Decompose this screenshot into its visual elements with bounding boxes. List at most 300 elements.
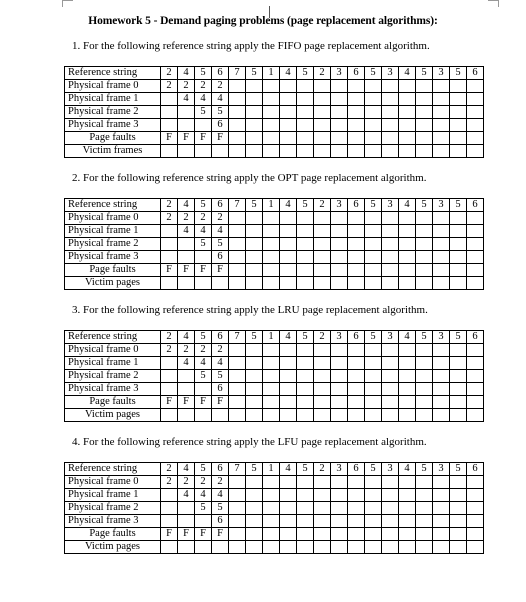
grid-cell[interactable] xyxy=(365,238,382,251)
grid-cell[interactable] xyxy=(297,515,314,528)
grid-cell[interactable] xyxy=(433,145,450,158)
grid-cell[interactable]: 5 xyxy=(195,199,212,212)
grid-cell[interactable] xyxy=(399,383,416,396)
grid-cell[interactable] xyxy=(382,357,399,370)
grid-cell[interactable]: F xyxy=(178,528,195,541)
grid-cell[interactable] xyxy=(450,93,467,106)
grid-cell[interactable] xyxy=(297,251,314,264)
grid-cell[interactable] xyxy=(467,106,484,119)
grid-cell[interactable] xyxy=(229,106,246,119)
grid-cell[interactable] xyxy=(297,370,314,383)
grid-cell[interactable] xyxy=(433,515,450,528)
grid-cell[interactable] xyxy=(348,80,365,93)
grid-cell[interactable] xyxy=(467,476,484,489)
grid-cell[interactable] xyxy=(161,225,178,238)
grid-cell[interactable] xyxy=(263,528,280,541)
grid-cell[interactable] xyxy=(433,106,450,119)
grid-cell[interactable] xyxy=(467,277,484,290)
grid-cell[interactable] xyxy=(314,251,331,264)
grid-cell[interactable] xyxy=(450,528,467,541)
grid-cell[interactable] xyxy=(246,357,263,370)
grid-cell[interactable] xyxy=(246,515,263,528)
grid-cell[interactable] xyxy=(433,80,450,93)
grid-cell[interactable] xyxy=(433,277,450,290)
grid-cell[interactable] xyxy=(450,238,467,251)
grid-cell[interactable] xyxy=(365,93,382,106)
grid-cell[interactable] xyxy=(416,409,433,422)
grid-cell[interactable] xyxy=(314,80,331,93)
grid-cell[interactable] xyxy=(246,476,263,489)
grid-cell[interactable] xyxy=(280,238,297,251)
grid-cell[interactable] xyxy=(348,106,365,119)
grid-cell[interactable] xyxy=(467,212,484,225)
grid-cell[interactable]: 2 xyxy=(195,80,212,93)
grid-cell[interactable] xyxy=(229,277,246,290)
grid-cell[interactable] xyxy=(263,277,280,290)
grid-cell[interactable] xyxy=(314,383,331,396)
grid-cell[interactable] xyxy=(246,383,263,396)
grid-cell[interactable]: 5 xyxy=(195,331,212,344)
grid-cell[interactable] xyxy=(348,277,365,290)
grid-cell[interactable] xyxy=(331,515,348,528)
grid-cell[interactable] xyxy=(416,106,433,119)
grid-cell[interactable] xyxy=(314,476,331,489)
grid-cell[interactable] xyxy=(348,409,365,422)
grid-cell[interactable]: 1 xyxy=(263,67,280,80)
grid-cell[interactable] xyxy=(314,528,331,541)
grid-cell[interactable] xyxy=(399,132,416,145)
grid-cell[interactable] xyxy=(348,344,365,357)
grid-cell[interactable] xyxy=(246,106,263,119)
grid-cell[interactable] xyxy=(365,370,382,383)
grid-cell[interactable] xyxy=(365,119,382,132)
grid-cell[interactable] xyxy=(246,489,263,502)
grid-cell[interactable]: F xyxy=(212,528,229,541)
grid-cell[interactable] xyxy=(365,344,382,357)
grid-cell[interactable] xyxy=(382,212,399,225)
grid-cell[interactable] xyxy=(348,489,365,502)
grid-cell[interactable]: 2 xyxy=(314,463,331,476)
grid-cell[interactable] xyxy=(263,106,280,119)
grid-cell[interactable] xyxy=(297,212,314,225)
grid-cell[interactable]: 7 xyxy=(229,331,246,344)
grid-cell[interactable] xyxy=(433,225,450,238)
grid-cell[interactable] xyxy=(229,476,246,489)
grid-cell[interactable] xyxy=(246,528,263,541)
grid-cell[interactable] xyxy=(280,476,297,489)
grid-cell[interactable]: 2 xyxy=(212,476,229,489)
grid-cell[interactable]: 3 xyxy=(433,331,450,344)
grid-cell[interactable] xyxy=(416,238,433,251)
grid-cell[interactable]: 3 xyxy=(331,199,348,212)
grid-cell[interactable] xyxy=(263,383,280,396)
grid-cell[interactable] xyxy=(161,277,178,290)
grid-cell[interactable]: 4 xyxy=(399,67,416,80)
grid-cell[interactable] xyxy=(161,515,178,528)
grid-cell[interactable]: 7 xyxy=(229,463,246,476)
grid-cell[interactable] xyxy=(331,396,348,409)
grid-cell[interactable] xyxy=(246,212,263,225)
grid-cell[interactable]: 7 xyxy=(229,199,246,212)
grid-cell[interactable]: 2 xyxy=(212,212,229,225)
grid-cell[interactable] xyxy=(450,383,467,396)
grid-cell[interactable]: 6 xyxy=(212,463,229,476)
grid-cell[interactable] xyxy=(178,409,195,422)
grid-cell[interactable]: 5 xyxy=(246,199,263,212)
grid-cell[interactable] xyxy=(195,409,212,422)
grid-cell[interactable] xyxy=(365,264,382,277)
grid-cell[interactable]: 6 xyxy=(467,331,484,344)
grid-cell[interactable]: 5 xyxy=(195,67,212,80)
grid-cell[interactable] xyxy=(229,541,246,554)
grid-cell[interactable] xyxy=(365,541,382,554)
grid-cell[interactable] xyxy=(263,396,280,409)
grid-cell[interactable] xyxy=(399,370,416,383)
grid-cell[interactable] xyxy=(314,409,331,422)
grid-cell[interactable]: 3 xyxy=(331,331,348,344)
grid-cell[interactable]: 3 xyxy=(331,67,348,80)
grid-cell[interactable] xyxy=(365,396,382,409)
grid-cell[interactable] xyxy=(161,489,178,502)
grid-cell[interactable]: 2 xyxy=(161,344,178,357)
grid-cell[interactable] xyxy=(416,344,433,357)
grid-cell[interactable] xyxy=(263,515,280,528)
grid-cell[interactable] xyxy=(382,132,399,145)
grid-cell[interactable] xyxy=(178,238,195,251)
grid-cell[interactable] xyxy=(467,528,484,541)
grid-cell[interactable] xyxy=(331,264,348,277)
grid-cell[interactable]: 5 xyxy=(416,199,433,212)
grid-cell[interactable] xyxy=(365,515,382,528)
grid-cell[interactable] xyxy=(297,489,314,502)
grid-cell[interactable] xyxy=(416,93,433,106)
grid-cell[interactable] xyxy=(331,476,348,489)
grid-cell[interactable]: 4 xyxy=(280,199,297,212)
grid-cell[interactable] xyxy=(416,528,433,541)
grid-cell[interactable] xyxy=(399,80,416,93)
grid-cell[interactable] xyxy=(280,145,297,158)
grid-cell[interactable] xyxy=(314,357,331,370)
grid-cell[interactable] xyxy=(161,370,178,383)
grid-cell[interactable]: 5 xyxy=(416,331,433,344)
grid-cell[interactable] xyxy=(246,119,263,132)
grid-cell[interactable] xyxy=(229,145,246,158)
grid-cell[interactable]: 6 xyxy=(467,199,484,212)
grid-cell[interactable]: 5 xyxy=(450,331,467,344)
grid-cell[interactable] xyxy=(280,383,297,396)
grid-cell[interactable] xyxy=(178,145,195,158)
grid-cell[interactable]: 5 xyxy=(195,370,212,383)
grid-cell[interactable]: F xyxy=(178,264,195,277)
grid-cell[interactable]: 4 xyxy=(280,463,297,476)
grid-cell[interactable] xyxy=(433,409,450,422)
grid-cell[interactable] xyxy=(229,251,246,264)
grid-cell[interactable] xyxy=(229,132,246,145)
grid-cell[interactable]: 4 xyxy=(212,489,229,502)
grid-cell[interactable]: 2 xyxy=(178,80,195,93)
grid-cell[interactable] xyxy=(416,370,433,383)
grid-cell[interactable]: 5 xyxy=(365,331,382,344)
grid-cell[interactable] xyxy=(297,238,314,251)
grid-cell[interactable] xyxy=(195,119,212,132)
grid-cell[interactable]: 2 xyxy=(178,212,195,225)
grid-cell[interactable]: 6 xyxy=(212,251,229,264)
grid-cell[interactable] xyxy=(467,489,484,502)
grid-cell[interactable] xyxy=(331,383,348,396)
grid-cell[interactable] xyxy=(450,541,467,554)
grid-cell[interactable] xyxy=(161,383,178,396)
grid-cell[interactable] xyxy=(263,409,280,422)
grid-cell[interactable] xyxy=(382,370,399,383)
grid-cell[interactable]: 4 xyxy=(399,463,416,476)
grid-cell[interactable] xyxy=(450,396,467,409)
grid-cell[interactable]: 5 xyxy=(195,463,212,476)
grid-cell[interactable] xyxy=(195,541,212,554)
grid-cell[interactable] xyxy=(229,264,246,277)
grid-cell[interactable]: 5 xyxy=(212,502,229,515)
grid-cell[interactable] xyxy=(229,383,246,396)
grid-cell[interactable] xyxy=(246,264,263,277)
grid-cell[interactable]: 5 xyxy=(416,67,433,80)
grid-cell[interactable] xyxy=(450,502,467,515)
grid-cell[interactable] xyxy=(314,132,331,145)
grid-cell[interactable]: 6 xyxy=(348,463,365,476)
grid-cell[interactable] xyxy=(365,502,382,515)
grid-cell[interactable] xyxy=(246,396,263,409)
grid-cell[interactable] xyxy=(280,344,297,357)
grid-cell[interactable] xyxy=(467,145,484,158)
grid-cell[interactable] xyxy=(433,119,450,132)
grid-cell[interactable]: 3 xyxy=(433,463,450,476)
grid-cell[interactable]: 5 xyxy=(416,463,433,476)
grid-cell[interactable]: 4 xyxy=(195,225,212,238)
grid-cell[interactable]: 7 xyxy=(229,67,246,80)
grid-cell[interactable]: 4 xyxy=(195,93,212,106)
grid-cell[interactable] xyxy=(314,489,331,502)
grid-cell[interactable] xyxy=(212,541,229,554)
grid-cell[interactable] xyxy=(348,396,365,409)
grid-cell[interactable] xyxy=(161,93,178,106)
grid-cell[interactable] xyxy=(365,476,382,489)
grid-cell[interactable] xyxy=(450,277,467,290)
grid-cell[interactable] xyxy=(331,357,348,370)
grid-cell[interactable] xyxy=(314,370,331,383)
grid-cell[interactable] xyxy=(246,132,263,145)
grid-cell[interactable] xyxy=(263,251,280,264)
grid-cell[interactable] xyxy=(246,225,263,238)
grid-cell[interactable] xyxy=(314,277,331,290)
grid-cell[interactable]: 3 xyxy=(331,463,348,476)
grid-cell[interactable] xyxy=(416,541,433,554)
grid-cell[interactable] xyxy=(450,80,467,93)
grid-cell[interactable]: 4 xyxy=(399,331,416,344)
grid-cell[interactable] xyxy=(280,106,297,119)
grid-cell[interactable]: 6 xyxy=(212,67,229,80)
grid-cell[interactable] xyxy=(416,264,433,277)
grid-cell[interactable] xyxy=(280,515,297,528)
grid-cell[interactable]: 5 xyxy=(195,238,212,251)
grid-cell[interactable] xyxy=(297,502,314,515)
grid-cell[interactable] xyxy=(433,251,450,264)
grid-cell[interactable] xyxy=(178,370,195,383)
grid-cell[interactable]: 4 xyxy=(212,225,229,238)
grid-cell[interactable] xyxy=(348,370,365,383)
grid-cell[interactable]: 1 xyxy=(263,463,280,476)
grid-cell[interactable]: 2 xyxy=(178,476,195,489)
grid-cell[interactable] xyxy=(450,344,467,357)
grid-cell[interactable]: 5 xyxy=(212,238,229,251)
grid-cell[interactable] xyxy=(433,528,450,541)
grid-cell[interactable] xyxy=(467,502,484,515)
grid-cell[interactable] xyxy=(416,383,433,396)
grid-cell[interactable] xyxy=(348,225,365,238)
grid-cell[interactable]: 5 xyxy=(297,463,314,476)
grid-cell[interactable] xyxy=(331,145,348,158)
grid-cell[interactable] xyxy=(331,106,348,119)
grid-cell[interactable]: F xyxy=(212,396,229,409)
grid-cell[interactable] xyxy=(416,277,433,290)
grid-cell[interactable] xyxy=(416,251,433,264)
grid-cell[interactable] xyxy=(399,106,416,119)
grid-cell[interactable]: F xyxy=(195,264,212,277)
grid-cell[interactable] xyxy=(314,145,331,158)
grid-cell[interactable] xyxy=(280,541,297,554)
grid-cell[interactable] xyxy=(314,212,331,225)
grid-cell[interactable] xyxy=(229,515,246,528)
grid-cell[interactable] xyxy=(467,132,484,145)
grid-cell[interactable] xyxy=(314,225,331,238)
grid-cell[interactable] xyxy=(229,119,246,132)
grid-cell[interactable] xyxy=(280,502,297,515)
grid-cell[interactable] xyxy=(161,106,178,119)
grid-cell[interactable]: 4 xyxy=(399,199,416,212)
grid-cell[interactable] xyxy=(365,132,382,145)
grid-cell[interactable] xyxy=(348,515,365,528)
grid-cell[interactable]: F xyxy=(195,132,212,145)
grid-cell[interactable]: 5 xyxy=(450,199,467,212)
grid-cell[interactable] xyxy=(382,409,399,422)
grid-cell[interactable] xyxy=(280,225,297,238)
grid-cell[interactable]: 4 xyxy=(178,331,195,344)
grid-cell[interactable] xyxy=(331,238,348,251)
grid-cell[interactable] xyxy=(331,502,348,515)
grid-cell[interactable] xyxy=(467,344,484,357)
grid-cell[interactable] xyxy=(263,357,280,370)
grid-cell[interactable] xyxy=(280,80,297,93)
grid-cell[interactable] xyxy=(314,93,331,106)
grid-cell[interactable] xyxy=(467,119,484,132)
grid-cell[interactable]: 4 xyxy=(195,357,212,370)
grid-cell[interactable] xyxy=(382,251,399,264)
grid-cell[interactable]: 5 xyxy=(212,370,229,383)
grid-cell[interactable] xyxy=(331,344,348,357)
grid-cell[interactable] xyxy=(365,409,382,422)
grid-cell[interactable]: F xyxy=(212,264,229,277)
grid-cell[interactable] xyxy=(399,93,416,106)
grid-cell[interactable] xyxy=(450,357,467,370)
grid-cell[interactable] xyxy=(229,357,246,370)
grid-cell[interactable]: 6 xyxy=(467,67,484,80)
grid-cell[interactable] xyxy=(416,357,433,370)
grid-cell[interactable] xyxy=(467,357,484,370)
grid-cell[interactable] xyxy=(229,93,246,106)
grid-cell[interactable] xyxy=(178,383,195,396)
grid-cell[interactable] xyxy=(382,396,399,409)
grid-cell[interactable]: F xyxy=(178,132,195,145)
grid-cell[interactable] xyxy=(280,119,297,132)
grid-cell[interactable] xyxy=(399,528,416,541)
grid-cell[interactable] xyxy=(382,264,399,277)
grid-cell[interactable] xyxy=(365,106,382,119)
grid-cell[interactable] xyxy=(161,409,178,422)
grid-cell[interactable] xyxy=(229,489,246,502)
grid-cell[interactable] xyxy=(331,409,348,422)
grid-cell[interactable] xyxy=(382,238,399,251)
grid-cell[interactable] xyxy=(331,251,348,264)
grid-cell[interactable]: 4 xyxy=(280,67,297,80)
grid-cell[interactable]: 5 xyxy=(195,106,212,119)
grid-cell[interactable] xyxy=(263,225,280,238)
grid-cell[interactable] xyxy=(263,476,280,489)
grid-cell[interactable] xyxy=(382,528,399,541)
grid-cell[interactable] xyxy=(399,489,416,502)
grid-cell[interactable] xyxy=(365,145,382,158)
grid-cell[interactable] xyxy=(416,80,433,93)
grid-cell[interactable]: F xyxy=(195,396,212,409)
grid-cell[interactable] xyxy=(161,238,178,251)
grid-cell[interactable]: 6 xyxy=(212,199,229,212)
grid-cell[interactable] xyxy=(314,119,331,132)
grid-cell[interactable] xyxy=(263,119,280,132)
grid-cell[interactable] xyxy=(297,119,314,132)
grid-cell[interactable]: 5 xyxy=(212,106,229,119)
grid-cell[interactable] xyxy=(178,502,195,515)
grid-cell[interactable] xyxy=(416,502,433,515)
grid-cell[interactable] xyxy=(365,225,382,238)
grid-cell[interactable] xyxy=(195,145,212,158)
grid-cell[interactable]: 4 xyxy=(178,463,195,476)
grid-cell[interactable] xyxy=(246,251,263,264)
grid-cell[interactable] xyxy=(399,344,416,357)
grid-cell[interactable] xyxy=(161,251,178,264)
grid-cell[interactable] xyxy=(314,502,331,515)
grid-cell[interactable] xyxy=(161,502,178,515)
grid-cell[interactable] xyxy=(348,132,365,145)
grid-cell[interactable]: 3 xyxy=(382,199,399,212)
grid-cell[interactable] xyxy=(280,132,297,145)
grid-cell[interactable] xyxy=(212,277,229,290)
grid-cell[interactable] xyxy=(195,251,212,264)
grid-cell[interactable]: 5 xyxy=(450,67,467,80)
grid-cell[interactable]: 3 xyxy=(382,331,399,344)
grid-cell[interactable]: 2 xyxy=(178,344,195,357)
grid-cell[interactable] xyxy=(348,476,365,489)
grid-cell[interactable] xyxy=(348,251,365,264)
grid-cell[interactable] xyxy=(450,409,467,422)
grid-cell[interactable] xyxy=(246,80,263,93)
grid-cell[interactable] xyxy=(178,106,195,119)
grid-cell[interactable] xyxy=(399,145,416,158)
grid-cell[interactable] xyxy=(229,225,246,238)
grid-cell[interactable]: 2 xyxy=(314,331,331,344)
grid-cell[interactable] xyxy=(297,145,314,158)
grid-cell[interactable] xyxy=(433,212,450,225)
grid-cell[interactable] xyxy=(416,515,433,528)
grid-cell[interactable] xyxy=(365,489,382,502)
grid-cell[interactable] xyxy=(467,515,484,528)
grid-cell[interactable] xyxy=(450,370,467,383)
grid-cell[interactable] xyxy=(450,476,467,489)
